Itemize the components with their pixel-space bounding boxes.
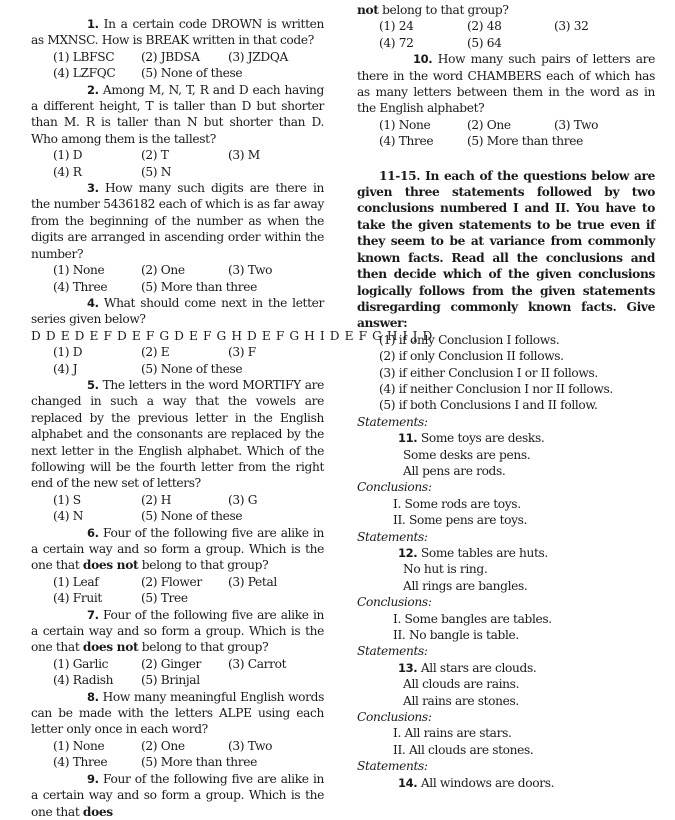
conclusions-label: Conclusions:	[357, 480, 432, 495]
answer-option: (2) 48	[467, 19, 502, 34]
answer-option: (4) Three	[53, 279, 108, 294]
answer-option: (1) Garlic	[53, 656, 109, 671]
question-text: How many such pairs of letters are there in the word CHAMBERS each of which has as many letters between them in the word as in the English alphabet?	[357, 52, 655, 116]
answer-option: (5) More than three	[467, 134, 583, 149]
statement-text: Some desks are pens.	[403, 447, 531, 462]
answer-option: (1) Leaf	[53, 574, 99, 589]
question-text: The letters in the word MORTIFY are changed in such a way that the vowels are replaced by the previous letter in the English alphabet and the consonants are replaced by the next letter in the English alphabet. Which of the following will be the fourth letter from the right end of the new set of letters?	[31, 377, 324, 491]
question-number: 11.	[398, 431, 418, 446]
question-3	[31, 180, 324, 262]
answer-option: (5) None of these	[141, 361, 243, 376]
statement	[357, 693, 655, 709]
question-text: In a certain code DROWN is written as MXNSC. How is BREAK written in that code?	[31, 17, 324, 48]
question-7	[31, 607, 324, 656]
question-text: How many meaningful English words can be made with the letters ALPE using each letter only once in each word?	[31, 689, 324, 737]
question-text: Four of the following five are alike in a certain way and so form a group. Which is the one that	[31, 525, 324, 573]
answer-key-item: (1) if only Conclusion I follows.	[379, 332, 560, 347]
emphasis-text: does not	[82, 640, 139, 655]
answer-option: (1) LBFSC	[53, 49, 115, 64]
statement	[357, 676, 655, 692]
answer-option: (2) JBDSA	[141, 49, 200, 64]
answer-option: (3) JZDQA	[228, 49, 288, 64]
answer-option: (5) None of these	[141, 509, 243, 524]
answer-option: (2) T	[141, 148, 169, 163]
statement	[357, 561, 655, 577]
statements-label: Statements:	[357, 414, 428, 429]
answer-option: (4) J	[53, 361, 78, 376]
emphasis-text: does	[82, 804, 113, 819]
question-5	[31, 377, 324, 492]
conclusion: II. No bangle is table.	[393, 628, 519, 643]
answer-option: (3) Carrot	[228, 656, 287, 671]
question-text: What should come next in the letter series given below?	[31, 295, 324, 327]
statement	[357, 447, 655, 463]
question-text: belong to that group?	[138, 558, 269, 573]
answer-option: (5) Brinjal	[141, 673, 200, 688]
statement-text: All pens are rods.	[403, 463, 506, 478]
question-1	[31, 16, 324, 49]
answer-option: (1) None	[379, 117, 431, 132]
answer-option: (4) Fruit	[53, 591, 102, 606]
question-text: Among M, N, T, R and D each having a different height, T is taller than D but shorter than M. R is taller than N but shorter than D. Who among them is the tallest?	[31, 82, 324, 146]
answer-option: (5) N	[141, 164, 172, 179]
answer-option: (5) Tree	[141, 591, 188, 606]
answer-options	[357, 117, 655, 150]
question-number: 7.	[87, 607, 99, 622]
answer-key-item: (5) if both Conclusions I and II follow.	[379, 398, 598, 413]
statement-text: All clouds are rains.	[403, 677, 520, 692]
answer-option: (3) F	[228, 345, 256, 360]
statement-text: Some toys are desks.	[420, 431, 545, 446]
answer-option: (1) S	[53, 492, 81, 507]
question-6	[31, 525, 324, 574]
question-9-continued	[357, 2, 655, 18]
answer-option: (1) None	[53, 263, 105, 278]
statement	[357, 545, 655, 561]
answer-option: (2) One	[141, 263, 185, 278]
conclusions-label: Conclusions:	[357, 595, 432, 610]
answer-option: (2) E	[141, 345, 170, 360]
answer-option: (2) One	[467, 117, 511, 132]
statement	[357, 463, 655, 479]
question-4	[31, 295, 324, 328]
letter-series: D D E D E F D E F G D E F G H D E F G H I D E F G H I J D	[31, 328, 433, 343]
answer-options	[31, 147, 324, 180]
conclusion: I. Some rods are toys.	[393, 496, 521, 511]
answer-option: (4) Three	[53, 755, 108, 770]
statement-text: All stars are clouds.	[420, 660, 537, 675]
answer-options	[31, 574, 324, 607]
question-number: 5.	[87, 377, 99, 392]
answer-option: (4) Radish	[53, 673, 114, 688]
statement-text: No hut is ring.	[403, 562, 488, 577]
statements-label: Statements:	[357, 529, 428, 544]
answer-option: (2) H	[141, 492, 172, 507]
statement	[357, 578, 655, 594]
question-number: 2.	[87, 82, 99, 97]
question-text: Four of the following five are alike in a certain way and so form a group. Which is the one that	[31, 771, 324, 819]
answer-option: (3) Two	[228, 738, 273, 753]
answer-option: (3) Two	[228, 263, 273, 278]
answer-option: (5) More than three	[141, 755, 257, 770]
question-number: 14.	[398, 775, 418, 790]
answer-option: (3) G	[228, 492, 258, 507]
answer-options	[31, 262, 324, 295]
answer-options	[357, 18, 655, 51]
question-number: 8.	[87, 689, 99, 704]
answer-option: (1) 24	[379, 19, 414, 34]
answer-options	[31, 656, 324, 689]
question-number: 3.	[87, 181, 99, 196]
answer-options	[31, 49, 324, 82]
conclusions-label: Conclusions:	[357, 710, 432, 725]
emphasis-text: does not	[82, 558, 139, 573]
answer-option: (5) None of these	[141, 66, 243, 81]
answer-key-item: (2) if only Conclusion II follows.	[379, 349, 564, 364]
answer-key-item: (4) if neither Conclusion I nor II follows.	[379, 381, 613, 396]
statement-text: All rains are stones.	[403, 693, 519, 708]
statement-text: All rings are bangles.	[403, 578, 528, 593]
question-text: Four of the following five are alike in a certain way and so form a group. Which is the one that	[31, 607, 324, 655]
answer-key-item: (3) if either Conclusion I or II follows.	[379, 365, 598, 380]
answer-option: (1) D	[53, 148, 83, 163]
answer-option: (3) M	[228, 148, 260, 163]
question-number: 6.	[87, 525, 99, 540]
question-2	[31, 82, 324, 148]
answer-option: (2) Flower	[141, 574, 202, 589]
answer-option: (5) More than three	[141, 279, 257, 294]
statements-label: Statements:	[357, 759, 428, 774]
question-number: 1.	[87, 17, 99, 31]
conclusion: I. Some bangles are tables.	[393, 611, 552, 626]
answer-option: (5) 64	[467, 35, 502, 50]
answer-option: (3) Petal	[228, 574, 277, 589]
statements-label: Statements:	[357, 644, 428, 659]
question-text: belong to that group?	[138, 640, 269, 655]
emphasis-text: not	[357, 3, 379, 17]
answer-options	[31, 492, 324, 525]
answer-option: (1) None	[53, 738, 105, 753]
question-number: 12.	[398, 546, 418, 560]
conclusion: II. All clouds are stones.	[393, 742, 534, 757]
answer-option: (4) 72	[379, 35, 414, 50]
answer-option: (2) One	[141, 738, 185, 753]
answer-options	[31, 344, 324, 377]
answer-option: (3) Two	[554, 117, 599, 132]
question-8	[31, 689, 324, 738]
answer-option: (4) R	[53, 164, 82, 179]
answer-option: (3) 32	[554, 19, 589, 34]
answer-options	[31, 738, 324, 771]
question-text: How many such digits are there in the number 5436182 each of which is as far away from the beginning of the number as when the digits are arranged in ascending order within the number?	[31, 181, 324, 261]
question-number: 13.	[398, 660, 418, 675]
question-10	[357, 51, 655, 117]
conclusion: II. Some pens are toys.	[393, 513, 528, 528]
statement-text: Some tables are huts.	[420, 546, 548, 560]
question-9	[31, 771, 324, 820]
statement	[357, 430, 655, 446]
instructions: 11-15. In each of the questions below are given three statements followed by two conclusions numbered I and II. You have to take the given statements to be true even if they seem to be at variance from commonly known facts. Read all the conclusions and then decide which of the given conclusions logically follows from the given statements disregarding commonly known facts. Give answer:	[357, 168, 655, 331]
answer-option: (4) Three	[379, 134, 434, 149]
right-column	[357, 2, 655, 791]
question-number: 10.	[413, 52, 433, 67]
statement-text: All windows are doors.	[420, 775, 555, 790]
answer-option: (4) LZFQC	[53, 66, 116, 81]
answer-option: (1) D	[53, 345, 83, 360]
statement	[357, 775, 655, 791]
question-number: 9.	[87, 771, 99, 786]
question-number: 4.	[87, 295, 99, 310]
answer-option: (2) Ginger	[141, 656, 201, 671]
answer-option: (4) N	[53, 509, 84, 524]
question-text: belong to that group?	[378, 3, 509, 17]
conclusion: I. All rains are stars.	[393, 726, 512, 741]
statement	[357, 660, 655, 676]
